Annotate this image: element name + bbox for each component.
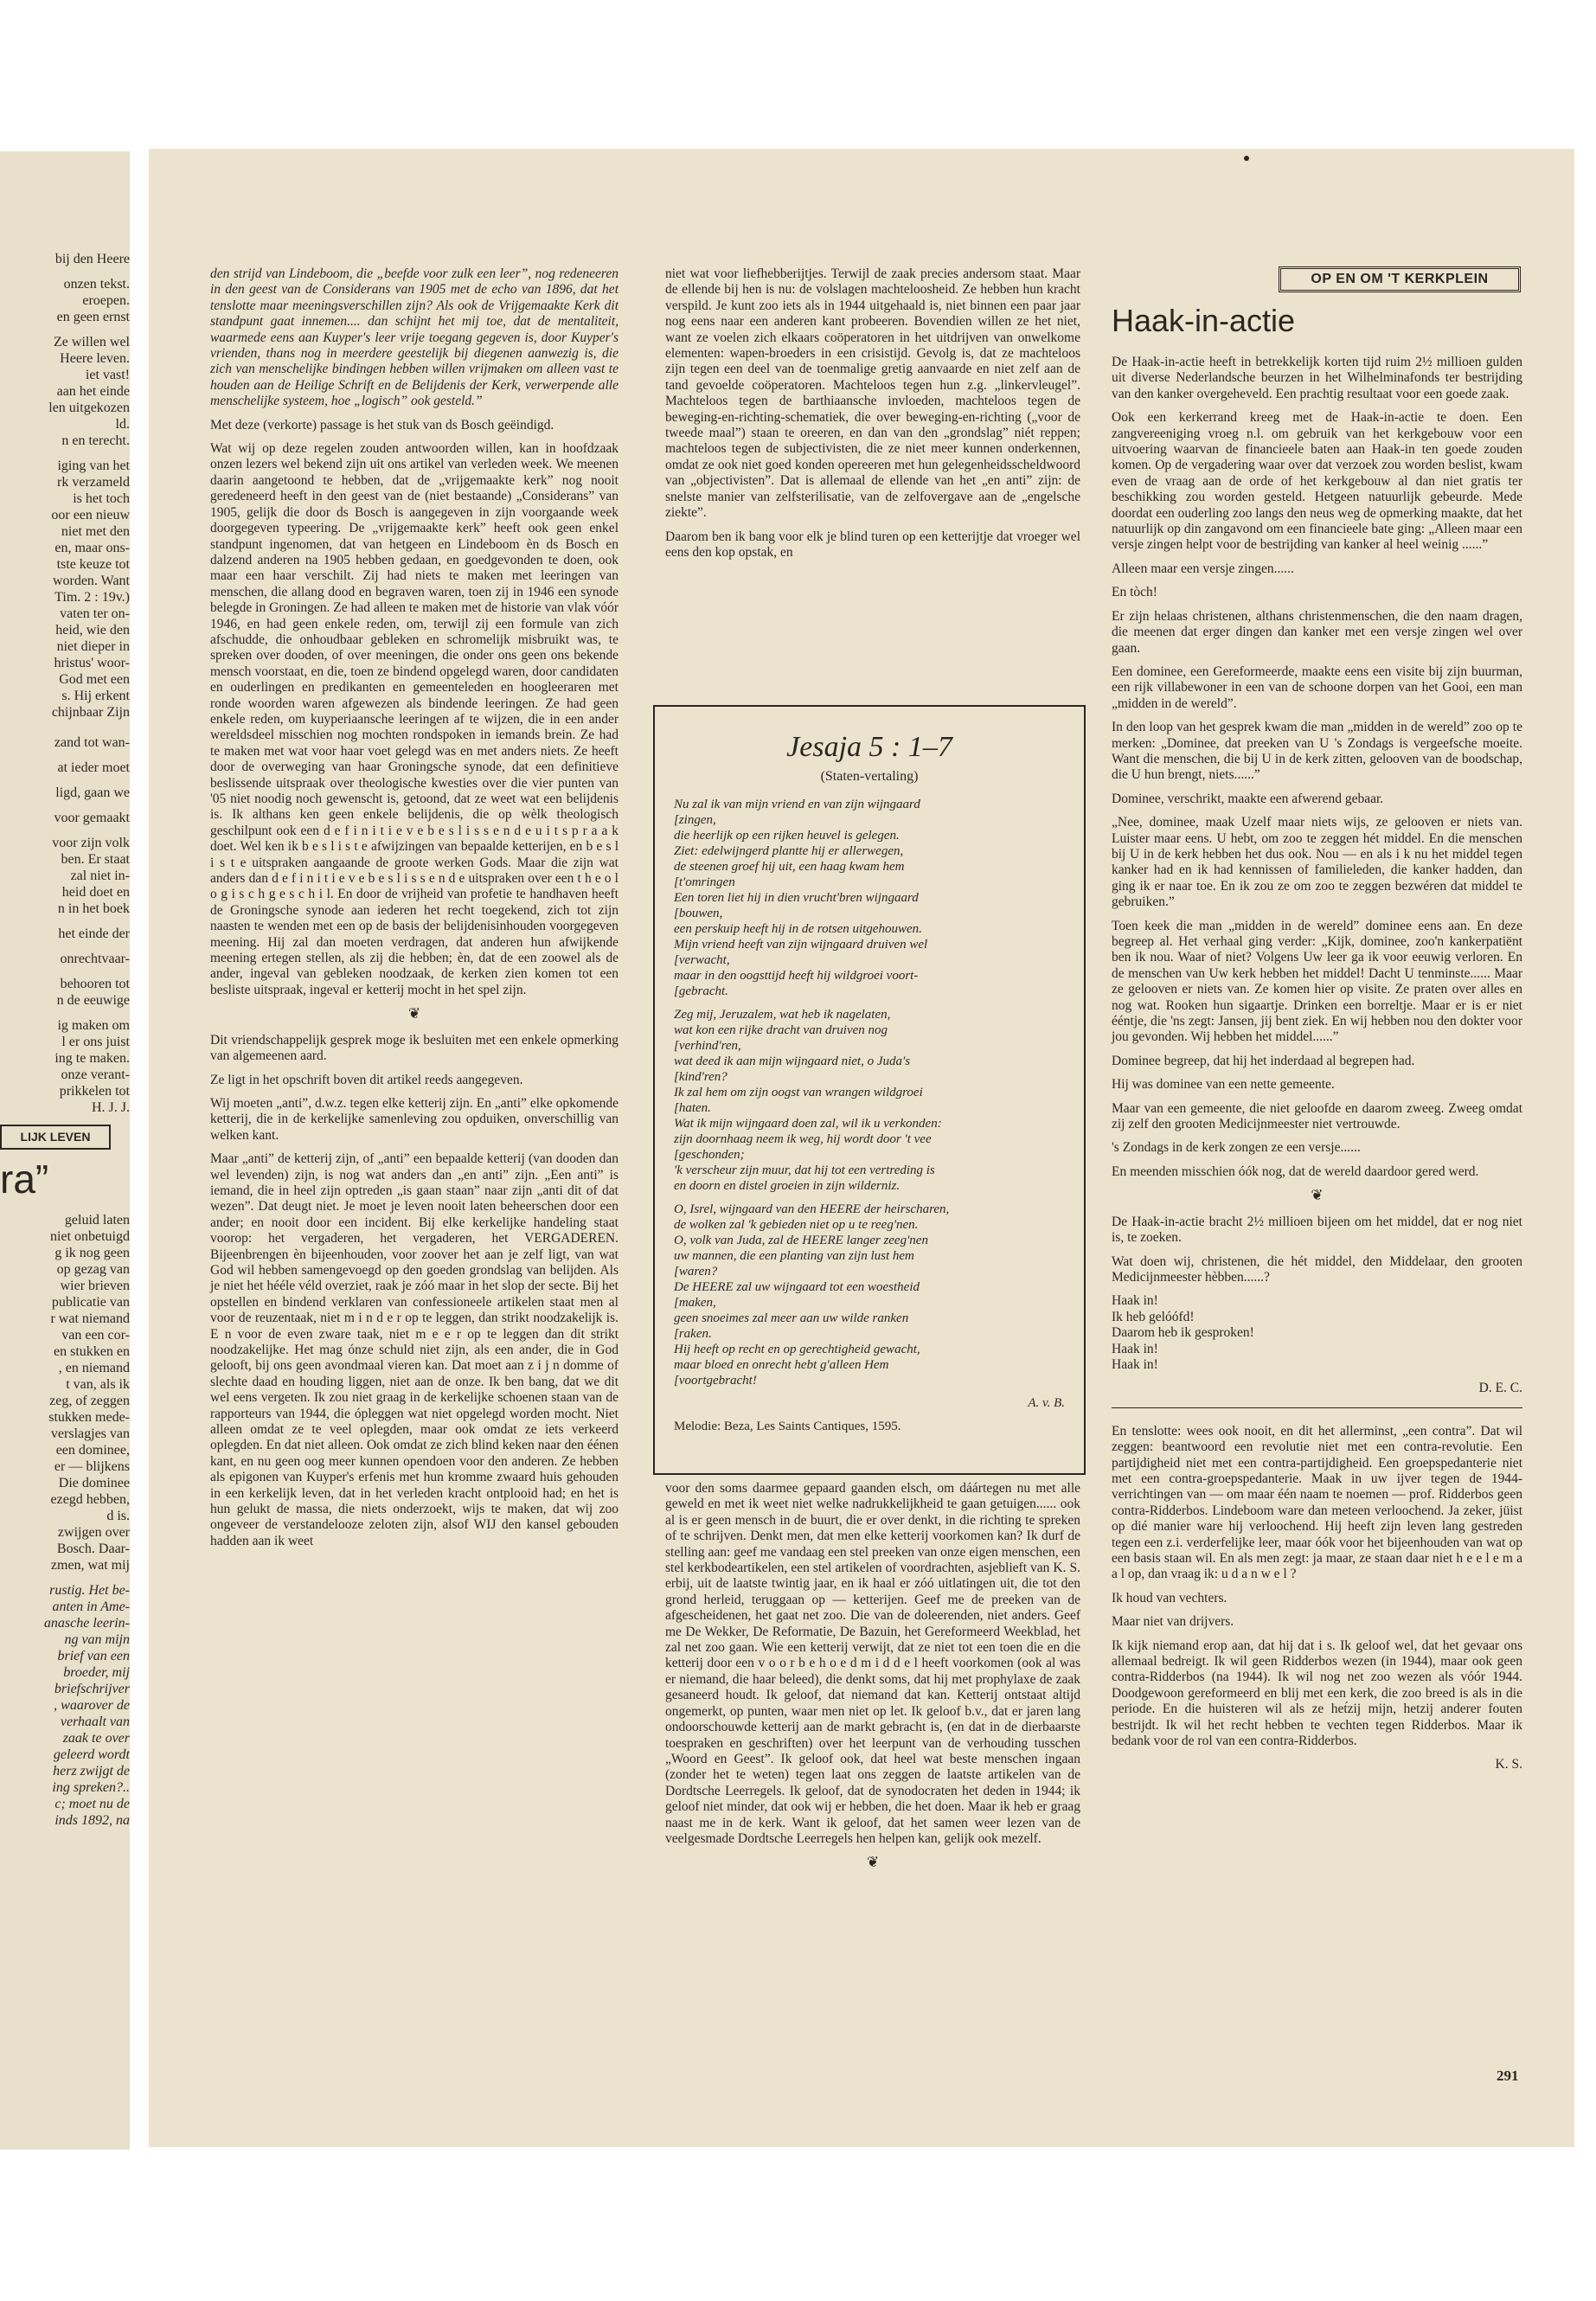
signature: K. S.	[1495, 1757, 1522, 1772]
column-3	[1112, 355, 1522, 1773]
paragraph: Ze ligt in het opschrift boven dit artikel reeds aangegeven.	[210, 1072, 523, 1087]
print-dot	[1244, 156, 1249, 161]
paragraph: Dominee, verschrikt, maakte een afwerend gebaar.	[1112, 791, 1384, 806]
prev-text-block: at ieder moet	[57, 760, 130, 775]
prev-text-block: onzen tekst. eroepen. en geen ernst	[56, 277, 130, 324]
previous-page-column	[0, 251, 130, 1837]
separator-ornament: ❦	[407, 1005, 421, 1022]
prev-text-block: ig maken om l er ons juist ing te maken. onze verant- prikkelen tot H. J. J.	[54, 1018, 130, 1115]
prev-text-block: Ze willen wel Heere leven. iet vast! aan het einde len uitgekozen ld. n en terecht.	[48, 335, 130, 448]
prev-text-block: voor zijn volk ben. Er staat zal niet in- heid doet en n in het boek	[52, 836, 130, 916]
section-label: OP EN OM 'T KERKPLEIN	[1279, 266, 1521, 292]
divider	[1112, 1407, 1522, 1408]
column-1	[210, 266, 619, 1557]
prev-text-block: behooren tot n de eeuwige	[56, 977, 130, 1008]
poem-title: Jesaja 5 : 1–7	[786, 731, 952, 763]
prev-section-label: LIJK LEVEN	[0, 1125, 111, 1150]
prev-text-block: iging van het rk verzameld is het toch oor een nieuw niet met den en, maar ons- tste keuze tot worden. Want Tim. 2 : 19v.) vaten ter on- heid, wie den niet dieper in hristus' woor- God met een s. Hij erkent chijnbaar Zijn	[51, 458, 130, 720]
paragraph: Wat doen wij, christenen, die hét middel, den Middelaar, den grooten Medicijnmeester hèbben......?	[1112, 1253, 1522, 1285]
paragraph: Daarom ben ik bang voor elk je blind turen op een ketterijtje dat vroeger wel eens den kop opstak, en	[665, 529, 1080, 560]
column-2-top	[665, 266, 1080, 568]
paragraph: En tenslotte: wees ook nooit, en dit het allerminst, „een contra”. Dat wil zeggen: beantwoord een revolutie niet met een contra-revolutie. Een partijdigheid niet met een contra-partijdigheid. Een groepspedanterie niet met een contra-groepspedanterie. Maak in uw ijver tegen de 1944-verrichtingen van — om maar één naam te noemen — prof. Ridderbos geen contra-Ridderbos. Lindeboom ware dan meteen verloochend. Ja zeker, jüist op dié manier ware hij verloochend. Hij heeft zijn leven lang gestreden tegen een z.i. verderfelijke leer, maar óók voor het bijeenhouden van wat op een basis staan wil. En als men zegt: ja maar, ze staan daar niet h e e l e m a a l op, dan vraag ik: u d a n w e l ?	[1112, 1423, 1522, 1582]
prev-text-block: zand tot wan-	[54, 735, 130, 750]
paragraph: Er zijn helaas christenen, althans christenmenschen, die den naam dragen, die meenen dat erger dingen dan kanker met een versje zingen wel over gaan.	[1112, 608, 1522, 656]
poem-stanza: O, Isrel, wijngaard van den HEERE der heirscharen, de wolken zal 'k gebieden niet op u te reeg'nen. O, volk van Juda, zal de HEERE langer zeeg'nen uw mannen, die een planting van zijn lust hem [waren? De HEERE zal uw wijngaard tot een woestheid [maken, geen snoeimes zal meer aan uw wilde ranken [raken. Hij heeft op recht en op gerechtigheid gewacht, maar bloed en onrecht hebt g'alleen Hem [voortgebracht!	[674, 1202, 950, 1388]
paragraph: „Nee, dominee, maak Uzelf maar niets wijs, ze gelooven er niets van. Luister maar eens. U hebt, om zoo te zeggen hét middel. En die menschen bij U in de kerk hebben het dus ook. Nou — en als i k nu het middel tegen kanker had en ik had kennissen of familieleden, die kanker hadden, dan ging ik er naar toe. En ik zou ze om zoo te zeggen bezwéren dat middel te gebruiken.”	[1112, 815, 1522, 910]
prev-text-block: geluid laten niet onbetuigd g ik nog geen op gezag van wier brieven publicatie van r wat niemand van een cor- en stukken en , en niemand t van, als ik zeg, of zeggen stukken mede- verslagjes van een dominee, er — blijkens Die dominee ezegd hebben, d is. zwijgen over Bosch. Daar- zmen, wat mij	[48, 1213, 130, 1573]
paragraph: Haak in! Ik heb gelóófd! Daarom heb ik gesproken! Haak in! Haak in!	[1112, 1293, 1254, 1372]
paragraph: Alleen maar een versje zingen......	[1112, 561, 1294, 576]
paragraph: Dominee begreep, dat hij het inderdaad al begrepen had.	[1112, 1053, 1415, 1068]
paragraph: 's Zondags in de kerk zongen ze een versje......	[1112, 1140, 1361, 1156]
prev-italic-block: rustig. Het be- anten in Ame- anasche leerin- ng van mijn brief van een broeder, mij briefschrijver , waarover de verhaalt van zaak te over geleerd wordt herz zwijgt de ing spreken?.. c; moet nu de inds 1892, na	[43, 1583, 130, 1828]
prev-text-block: onrechtvaar-	[60, 952, 130, 966]
paragraph: Toen keek die man „midden in de wereld” dominee eens aan. En deze begreep al. Het verhaal ging verder: „Kijk, dominee, zoo'n kankerpatiënt ben ik nou. Waar of niet? Volgens Uw leer ga ik voor eeuwig verloren. En de menschen van Uw kerk hebben het middel! Dacht U tenminste...... Maar ze gelooven er niets van. Ze komen hier op visite. Ze praten over alles en nog wat. Rooken hun sigaartje. Drinken een borreltje. Maar er is er niet ééntje, die 'ns zegt: Jansen, jij bent ziek. En wij hebben nou den dokter voor jou gevonden. Wij hebben het middel......”	[1112, 918, 1522, 1045]
paragraph: Ik kijk niemand erop aan, dat hij dat i s. Ik geloof wel, dat het gevaar ons allemaal bedreigt. Ik wil geen Ridderbos wezen (in 1944), maar ook geen contra-Ridderbos (na 1944). Ik wil nog net zoo wezen als vóór 1944. Doodgewoon gereformeerd en blij met een kerk, die zoo breed is als in die periode. En die huisteren wil als ze het́zij mijn, hetzij anderer fouten bestrijdt. Ik wil het recht hebben te vechten tegen Ridderbos. Maar ik bedank voor de rol van een contra-Ridderbos.	[1112, 1638, 1522, 1749]
paragraph: Maar niet van drijvers.	[1112, 1614, 1234, 1630]
separator-ornament: ❦	[866, 1854, 880, 1871]
paragraph: Wat wij op deze regelen zouden antwoorden willen, kan in hoofdzaak onzen lezers wel bekend zijn uit ons artikel van verleden week. We meenen daarin aangetoond te hebben, dat de „vrijgemaakte kerk” nog nooit geredeneerd heeft in den geest van de (niet bestaande) „Considerans” van 1905, gelijk die door ds Bosch is aangegeven in zijn voorgaande week doorgegeven typeering. De „vrijgemaakte kerk” heeft ook geen enkel standpunt ingenomen, dat van hetgeen en Lindeboom èn ds Bosch en dalzend anderen na 1905 hebben gedaan, en goedgevonden te doen, ook maar een haar verschilt. Zij had niets te maken met leeringen van menschen, die allang dood en begraven waren, toen zij in 1946 een synode belegde in Groningen. Ze had alleen te maken met de historie van vlak vóór 1946, en had geen enkele reden, om, terwijl zij een formule van zich afschudde, die onhoudbaar gebleken en schromelijk misbruikt was, te spreken over dooden, of over meeningen, die onder ons geen ons bekende mensch voorstaat, en die, toen ze bindend opgelegd waren, door candidaten en ouderlingen en predikanten en gemeenteleden en hoogleeraren met ronde woorden waren afgewezen als bindende leeringen. Ze had geen enkele reden, om kuyperiaansche leeringen af te wijzen, die in een ander wereldsdeel misschien nog mochten rondspoken in iemands brein. Ze had te maken met wat voor haar voet gelegd was en met anders niets. Ze heeft door de overweging van haar Groningsche synode, dat een definitieve beslissende uitspraak over theologische kwesties over die vier punten van '05 niet noodig noch gewenscht is, getoond, dat ze weet wat een belijdenis is. Ik althans ken geen enkele belijdenis, die op wèlk theologisch geschilpunt ook een d e f i n i t i e v e b e s l i s s e n d e u i t s p r a a k doet. Wel ken ik b e s l i s t e afwijzingen van bepaalde ketterijen, en b e s l i s t e uitspraken aangaande de groote werken Gods. Maar die zijn wat anders dan d e f i n i t i e v e b e s l i s s e n d e uitspraken over een t h e o l o g i s c h g e s c h i l. En door de vrijheid van profetie te handhaven heeft de Groningsche synode aan iederen het recht toegekend, zich tot zijn naasten te wenden met een op de basis der belijdenisinhouden voorgegeven meening. Hij zal dan moeten verdragen, dat anderen hun afwijkende meening ertegen stellen, als zij die hebben; èn, dat de een zoowel als de ander, ingeval van gebleken noodzaak, de kerken zien komen tot een besliste uitspraak, ingeval er ketterij mocht in het spel zijn.	[210, 441, 619, 997]
paragraph: Maar van een gemeente, die niet geloofde en daarom zweeg. Zweeg omdat zij zelf den grooten Medicijnmeester niet vertrouwde.	[1112, 1100, 1522, 1132]
poem-body	[674, 797, 1065, 1388]
prev-text-block: ligd, gaan we	[55, 785, 130, 800]
poem-credit: A. v. B.	[1028, 1396, 1065, 1410]
paragraph: En tòch!	[1112, 585, 1157, 600]
paragraph: In den loop van het gesprek kwam die man „midden in de wereld” zoo op te merken: „Dominee, dat preeken van U 's Zondags is vergeefsche moeite. Want die menschen, die bij U in de kerk zitten, gelooven van de boodschap, die U hun brengt, niets......”	[1112, 720, 1522, 783]
prev-text-block: voor gemaakt	[54, 811, 130, 825]
signature: D. E. C.	[1478, 1381, 1522, 1396]
prev-heading-fragment: ra”	[0, 1157, 49, 1202]
prev-text-block: bij den Heere	[54, 252, 130, 266]
paragraph: Ook een kerkerrand kreeg met de Haak-in-actie te doen. Een zangvereeniging vroeg n.l. om gebruik van het kerkgebouw voor een uitvoering waarvan de financieele baten aan Haak-in ten goede zouden komen. Op de vergadering waar over dat verzoek zou worden beslist, kwam even de vraag aan de orde of het kerkgebouw al dan niet gratis ter beschikking zou worden gesteld. Hetgeen natuurlijk gebeurde. Mede doordat een ouderling zoo langs den neus weg de opmerking maakte, dat het natuurlijk op din zangavond om een financieele bate ging: „Alleen maar een versje zingen helpt voor de bestrijding van kanker al heel weinig ......”	[1112, 410, 1522, 553]
paragraph: Ik houd van vechters.	[1112, 1590, 1227, 1606]
previous-page-strip	[0, 151, 130, 2150]
prev-text-block: het einde der	[58, 926, 130, 941]
paragraph: voor den soms daarmee gepaard gaanden elsch, om dáártegen nu met alle geweld en met ik weet niet welke nadrukkelijkheid te gaan getuigen...... ook al is er geen mensch in de buurt, die er over denkt, in die richting te spreken of te schrijven. Denkt men, dat men elke ketterij voorkomen kan? Ik durf de stelling aan: geef me vandaag een stel preeken van onze eigen menschen, een stel kerkbodeartikelen, een stel artikelen of voordrachten, asjeblieft van K. S. erbij, uit de laatste twintig jaar, en ik haal er zóó uitlatingen uit, die tot den grond herleid, teruggaan op — ketterijen. Geef me de preeken van de afgescheidenen, het gaat net zoo. Die van de doleerenden, niet anders. Geef me De Wekker, De Reformatie, De Bazuin, het Gereformeerd Weekblad, het zal net zoo gaan. Wie een ketterij verwijt, dat ze niet tot een toen die en die ketterij door een v o o r b e h o e d m i d d e l heeft voorkomen (ook al was er niemand, die haar beleed), die denkt soms, dat hij met prophylaxe de zaak gesaneerd houdt. Ik geloof, dat niemand dat kan. Ketterij ontstaat altijd ongemerkt, op punten, waar men niet op let. Ik geloof b.v., dat er jaren lang ondoorschouwde ketterij aan de markt gebracht is, (en dat in de dierbaarste toespraken en geschriften) over het leerpunt van de verhouding tusschen „Woord en Geest”. Ik geloof ook, dat heel wat beste menschen ingaan (zonder het te weten) tegen laat ons zeggen de laatste artikelen van de Dordtsche Leerregels. Ik geloof, dat de synodocraten het deden in 1944; ik geloof niet minder, dat ook wij er hebben, die het doen. Maar ik heb er graag naast me in de kerk. Want ik geloof, dat het samen weer lezen van de veelgesmade Dordtsche Leerregels hen helpen kan, gelijk ook mezelf.	[665, 1481, 1080, 1846]
quote-paragraph: den strijd van Lindeboom, die „beefde voor zulk een leer”, nog redeneeren in den geest van de Considerans van 1905 met de echo van 1896, dat het tenslotte maar meeningsverschillen zijn? Als ook de Vrijgemaakte Kerk dit standpunt gaat innemen.... dan schijnt het mij toe, dat de mentaliteit, waarmede eens aan Kuyper's leer vrije toegang gegeven is, door Kuyper's vrienden, thans nog in meerdere geestelijk bij diegenen aanwezig is, die zich van menschelijke bindingen hebben willen vrijmaken om alleen vast te houden aan de Heilige Schrift en de Belijdenis der Kerk, verwerpende alle menschelijke systeem, hoe „logisch” ook gesteld.”	[210, 266, 619, 409]
poem-stanza: Zeg mij, Jeruzalem, wat heb ik nagelaten, wat kon een rijke dracht van druiven nog [verhind'ren, wat deed ik aan mijn wijngaard niet, o Juda's [kind'ren? Ik zal hem om zijn oogst van wrangen wildgroei [haten. Wat ik mijn wijngaard doen zal, wil ik u verkonden: zijn doornhaag neem ik weg, hij wordt door 't vee [geschonden; 'k verscheur zijn muur, dat hij tot een vertreding is en doorn en distel groeien in zijn wilderniz.	[674, 1008, 942, 1193]
paragraph: Met deze (verkorte) passage is het stuk van ds Bosch geëindigd.	[210, 417, 554, 433]
poem-box	[653, 705, 1086, 1475]
separator-ornament: ❦	[1311, 1187, 1324, 1204]
paragraph: Een dominee, een Gereformeerde, maakte eens een visite bij zijn buurman, een rijk villabewoner in een van de schoone dorpen van het Gooi, een man „midden in de wereld”.	[1112, 663, 1522, 711]
poem-stanza: Nu zal ik van mijn vriend en van zijn wijngaard [zingen, die heerlijk op een rijken heuvel is gelegen. Ziet: edelwijngerd plantte hij er allerwegen, de steenen groef hij uit, een haag kwam hem [t'omringen Een toren liet hij in dien vrucht'bren wijngaard [bouwen, een perskuip heeft hij in de rotsen uitgehouwen. Mijn vriend heeft van zijn wijngaard druiven wel [verwacht, maar in den oogsttijd heeft hij wildgroei voort- [gebracht.	[674, 798, 928, 998]
paragraph: De Haak-in-actie bracht 2½ millioen bijeen om het middel, dat er nog niet is, te zoeken.	[1112, 1214, 1522, 1246]
paragraph: Dit vriendschappelijk gesprek moge ik besluiten met een enkele opmerking van algemeenen aard.	[210, 1032, 619, 1064]
column-2-bottom	[665, 1481, 1080, 1881]
paragraph: De Haak-in-actie heeft in betrekkelijk korten tijd ruim 2½ millioen gulden uit diverse Nederlandsche beurzen in het Wilhelminafonds ter bestrijding van den kanker overgeheveld. Een prachtig resultaat voor een goede zaak.	[1112, 355, 1522, 401]
paragraph: niet wat voor liefhebberijtjes. Terwijl de zaak precies andersom staat. Maar de ellende bij hen is nu: de volslagen machteloosheid. Ze hebben hun kracht verspild. Je kunt zoo iets als in 1944 uitgehaald is, niet binnen een paar jaar nog eens naar een anderen kant probeeren. Bovendien willen ze het niet, want ze voelen zich elkaars coöperatoren in het uitdrijven van onwelkome elementen: wapen-broeders in een crisistijd. Gevolg is, dat ze machteloos zijn tegen een deel van de toenmalige gretig aanvaarde en niet zelf aan de tand gevoelde coöperatoren. Machteloos tegen hun z.g. „linkervleugel”. Machteloos tegen de barthiaansche invloeden, machteloos tegen de beweging-en-richting-schematiek, die over beweging-en-richting („voor de tweede maal”) staan te oreeren, en dan van den „grondslag” niét reppen; machteloos tegen de subjectivisten, die ze niet meer kunnen onderkennen, omdat ze ook niet goed konden opereeren met hun gelegenheidsscheldwoord van „objectivisten”. Dat is allemaal de ellende van het „en anti” zijn: de snelste manier van zelfsterilisatie, van de zelfovergave aan de „engelsche ziekte”.	[665, 266, 1080, 521]
paragraph: En meenden misschien óók nog, dat de wereld daardoor gered werd.	[1112, 1163, 1479, 1179]
paragraph: Wij moeten „anti”, d.w.z. tegen elke ketterij zijn. En „anti” elke opkomende ketterij, die in de kerkelijke samenleving zou opduiken, onverschillig van welken kant.	[210, 1095, 619, 1143]
page-number: 291	[1497, 2067, 1519, 2084]
article-title: Haak-in-actie	[1112, 303, 1296, 338]
paragraph: Hij was dominee van een nette gemeente.	[1112, 1077, 1335, 1093]
poem-subtitle: (Staten-vertaling)	[820, 769, 919, 784]
poem-melody: Melodie: Beza, Les Saints Cantiques, 1595.	[674, 1420, 901, 1433]
paragraph: Maar „anti” de ketterij zijn, of „anti” een bepaalde ketterij (van dooden dan wel levenden) zijn, is nog wat anders dan „en anti” zijn. „Een anti” is iemand, die in heel zijn optreden „is gaan staan” naar zijn „anti dit of dat wezen”. Dat deugt niet. Je moet je leven nooit laten beheerschen door een ander; en nooit door een incident. Bij elke kerkelijke handeling staat voorop: het vergaderen, het vergaderen, het VERGADEREN. Bijeenbrengen èn bijeenhouden, voor zoover het aan je zelf ligt, van wat God wil hebben samengevoegd op den goeden grondslag van belijden. Als je niet het hééle véld overziet, raak je zóó maar in het slop der secte. Bij het opstellen en bindend verklaren van confessioneele artikelen staat men al voor de reuzentaak, niet m i n d e r op te leggen, dan strikt noodzakelijk is. E n voor de even zware taak, niet m e e r op te leggen dan dit strikt noodzakelijke. Het mag ónze schuld niet zijn, als een ander, die in God gelooft, bij ons geen avondmaal vieren kan. Dat moet aan z i j n domme of slechte daad en houding liggen, niet aan de onze. Ik ben bang, dat we dit wel eens vergeten. Ik zou niet graag in de kerkelijke schoenen staan van de rapporteurs van 1944, die ópleggen wat niet opgelegd worden mocht. Niet alleen omdat ze te veel oplegden, maar ook omdat ze iets verkeerd oplegden. En dat niet alleen. Ook omdat ze zich blind keken naar den éénen kant, en nu geen oog meer kunnen opendoen voor den anderen. Ze hebben als epigonen van Kuyper's erfenis met hun kromme zwaard huis gehouden in een kerkelijk leven, dat in het verleden kracht ontplooid had; en het is hun gelukt de massa, die niets onderzoekt, wijs te maken, dat wij zoo ongeveer de verstandelooze zeloten zijn, alsof WIJ den kansel gebouden hadden aan ik weet	[210, 1151, 619, 1548]
